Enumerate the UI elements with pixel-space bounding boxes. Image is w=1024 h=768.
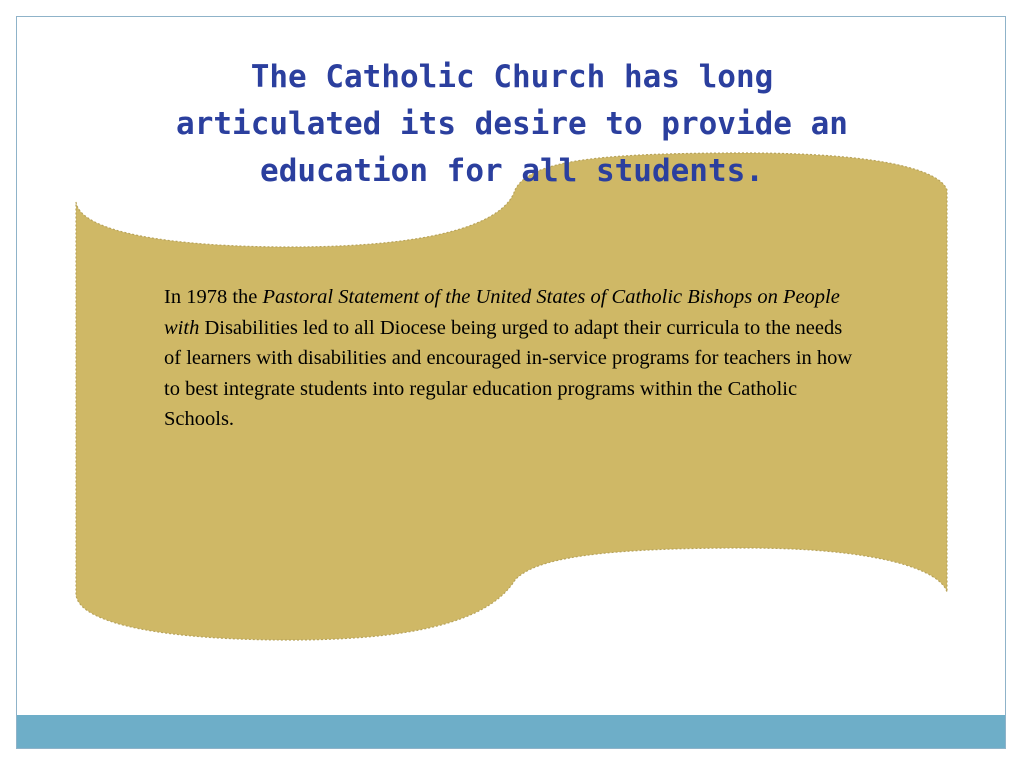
body-rest-text: Disabilities led to all Diocese being urged to adapt their curricula to the needs of learners with disabilities and encouraged in-service programs for teachers in how to best integrate students into regular education programs within the Catholic Schools. (164, 316, 853, 430)
footer-bar (17, 715, 1005, 748)
document-title-text: Pastoral Statement of the United States of Catholic Bishops on People with (164, 286, 840, 339)
body-lead-text: In 1978 the (164, 286, 263, 308)
body-paragraph (164, 282, 864, 435)
slide-title: The Catholic Church has long articulated its desire to provide an education for all students. (176, 59, 848, 189)
